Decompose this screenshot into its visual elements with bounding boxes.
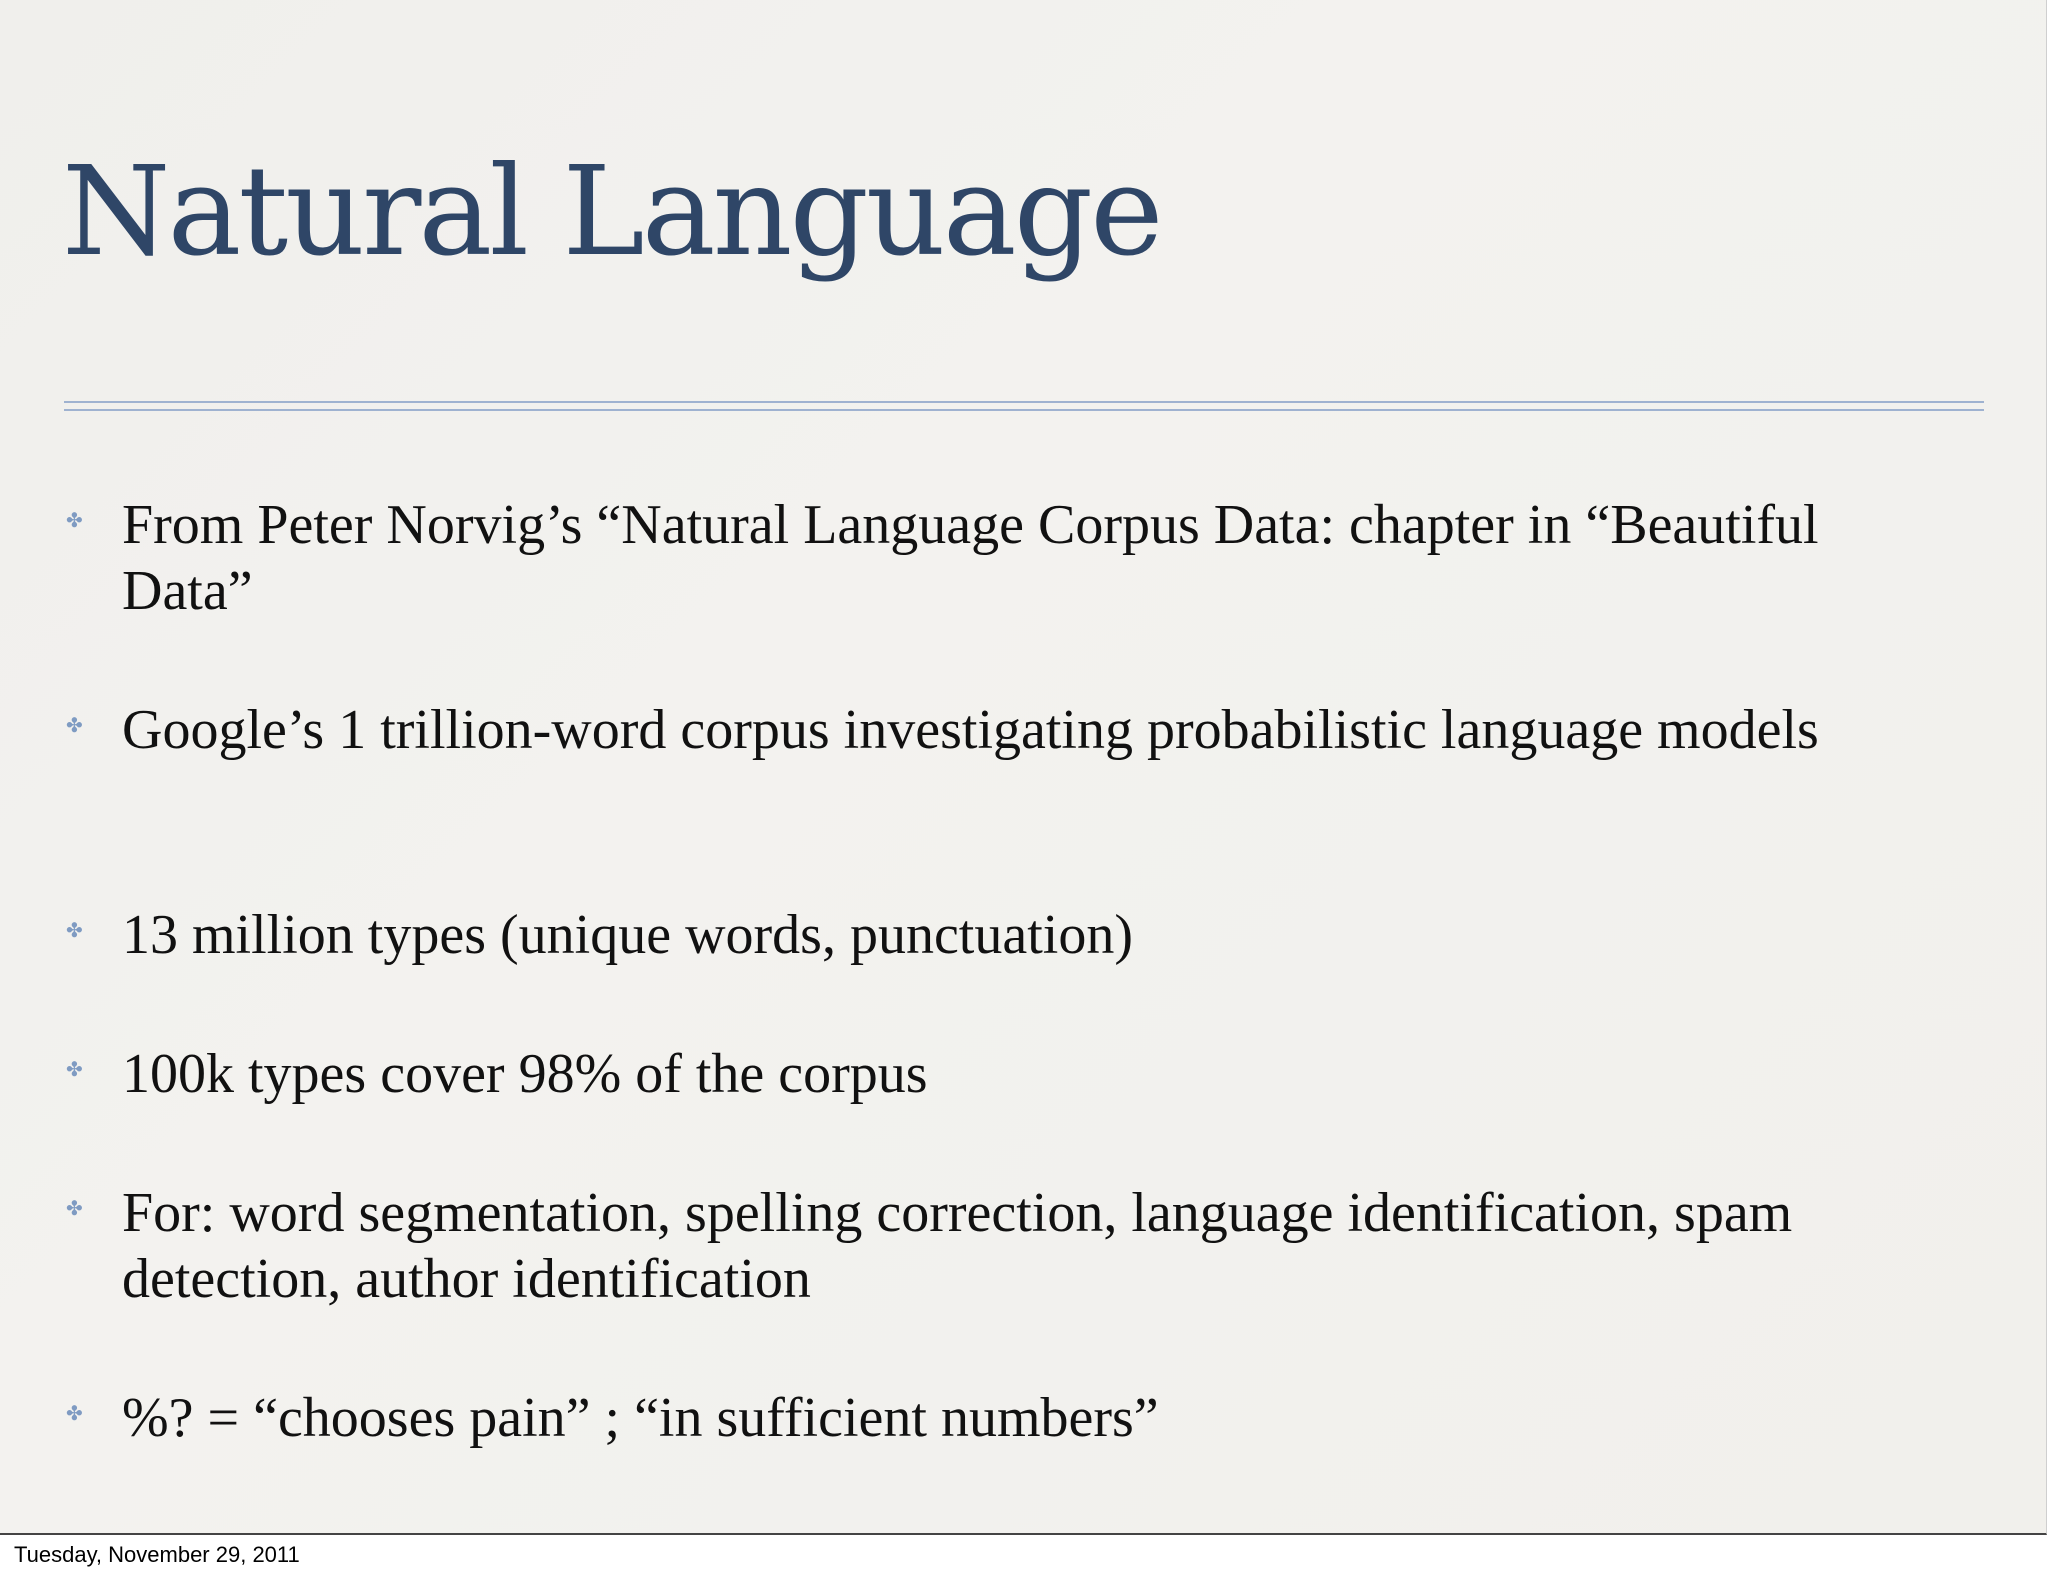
bullet-text: 13 million types (unique words, punctuation)	[122, 904, 1133, 966]
fleuron-icon: ✤	[66, 1057, 83, 1081]
title-divider-bottom	[64, 409, 1984, 411]
bullet-text: For: word segmentation, spelling correction, language identification, spam detection, author identification	[122, 1182, 1793, 1310]
footer-date: Tuesday, November 29, 2011	[14, 1542, 300, 1567]
bullet-text: %? = “chooses pain” ; “in sufficient numbers”	[122, 1387, 1159, 1449]
fleuron-icon: ✤	[66, 1196, 83, 1220]
fleuron-icon: ✤	[66, 508, 83, 532]
fleuron-icon: ✤	[66, 1401, 83, 1425]
fleuron-icon: ✤	[66, 713, 83, 737]
bullet-text: Google’s 1 trillion-word corpus investigating probabilistic language models	[122, 699, 1819, 761]
bullet-text: From Peter Norvig’s “Natural Language Corpus Data: chapter in “Beautiful Data”	[122, 494, 1819, 622]
fleuron-icon: ✤	[66, 918, 83, 942]
slide-title: Natural Language	[62, 140, 1161, 284]
title-divider-top	[64, 401, 1984, 403]
bullet-text: 100k types cover 98% of the corpus	[122, 1043, 928, 1105]
